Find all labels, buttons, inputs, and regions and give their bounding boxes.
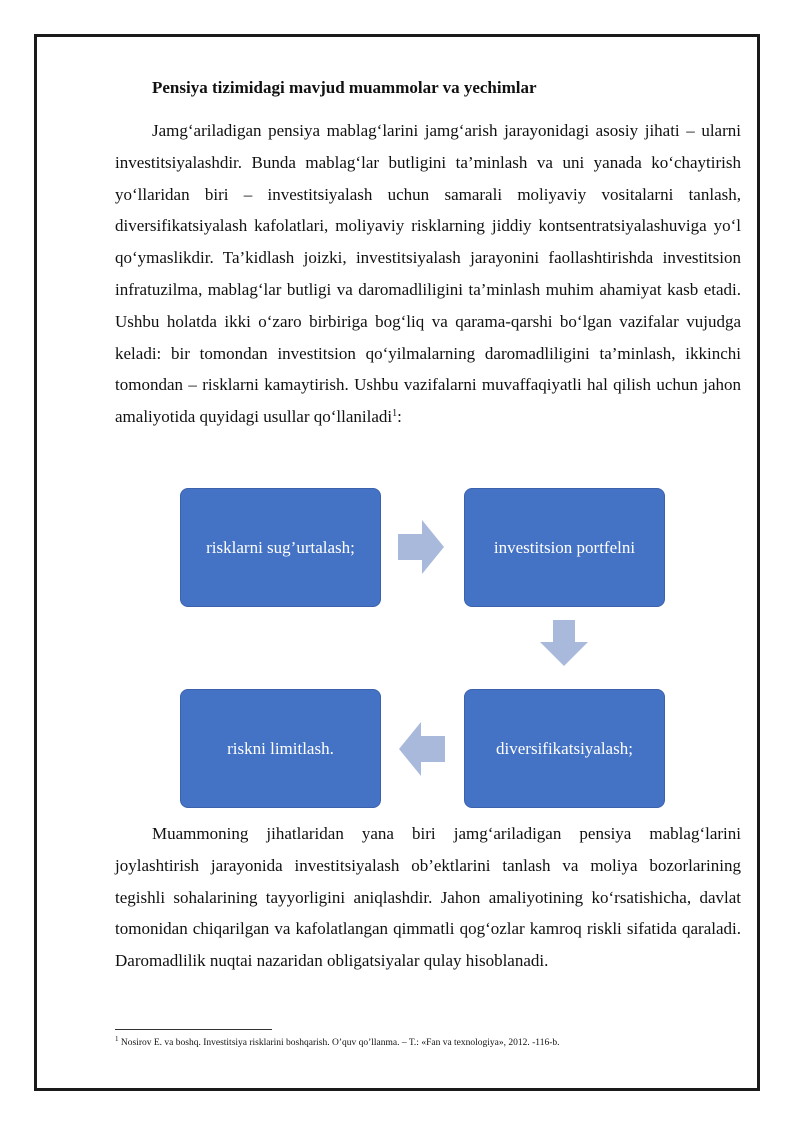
diagram-box-insurance [180, 488, 381, 607]
diagram-box-limit [180, 689, 381, 808]
paragraph-intro-ending: : [397, 407, 402, 427]
footnote-text: Nosirov E. va boshq. Investitsiya risklarini boshqarish. O’quv qo’llanma. – T.: «Fan va texnologiya», 2012. -116-b. [120, 1038, 560, 1048]
diagram-box-label: riskni limitlash. [227, 738, 334, 758]
paragraph-intro-text: Jamg‘ariladigan pensiya mablag‘larini jamg‘arish jarayonidagi asosiy jihati – ularni investitsiyalashdir. Bunda mablag‘lar butligini ta’minlash va uni yanada ko‘chaytirish yo‘llaridan biri – investitsiyalash uchun samarali moliyaviy vositalarni tanlash, diversifikatsiyalash kafolatlari, moliyaviy risklarning jiddiy kontsentratsiyalashuviga yo‘l qo‘ymaslikdir. Ta’kidlash joizki, investitsiyalash jarayonini faollashtirishda investitsion infratuzilma, mablag‘lar butligi va daromadliligini ta’minlash muhim ahamiyat kasb etadi. Ushbu holatda ikki o‘zaro birbiriga bog‘liq va qarama-qarshi bo‘lgan vazifalar vujudga keladi: bir tomondan investitsion qo‘yilmalarning daromadliligini ta’minlash, ikkinchi tomondan – risklarni kamaytirish. Ushbu vazifalarni muvaffaqiyatli hal qilish uchun jahon amaliyotida quyidagi usullar qo‘llaniladi [115, 121, 741, 427]
diagram-box-label: risklarni sug’urtalash; [206, 537, 355, 557]
arrow-left-icon [399, 722, 445, 776]
diagram-box-label: investitsion portfelni [493, 537, 636, 557]
footnote [115, 1037, 560, 1049]
arrow-down-icon [540, 620, 588, 666]
diagram-box-portfolio [464, 488, 665, 607]
diagram-box-label: diversifikatsiyalash; [496, 738, 633, 758]
footnote-reference[interactable]: 1 [392, 408, 398, 420]
footnote-divider [115, 1029, 272, 1030]
section-heading: Pensiya tizimidagi mavjud muammolar va yechimlar [152, 78, 537, 97]
paragraph-intro [115, 115, 741, 433]
diagram-box-diversification [464, 689, 665, 808]
arrow-right-icon [398, 520, 444, 574]
paragraph-second: Muammoning jihatlaridan yana biri jamg‘ariladigan pensiya mablag‘larini joylashtirish jarayonida investitsiyalash ob’ektlarini tanlash va moliya bozorlarining tegishli sohalarining tayyorligini aniqlashdir. Jahon amaliyotining ko‘rsatishicha, davlat tomonidan chiqarilgan va kafolatlangan qimmatli qog‘ozlar kamroq riskli sifatida qaraladi. Daromadlilik nuqtai nazaridan obligatsiyalar qulay hisoblanadi. [115, 824, 741, 971]
footnote-marker: 1 [115, 1035, 119, 1043]
